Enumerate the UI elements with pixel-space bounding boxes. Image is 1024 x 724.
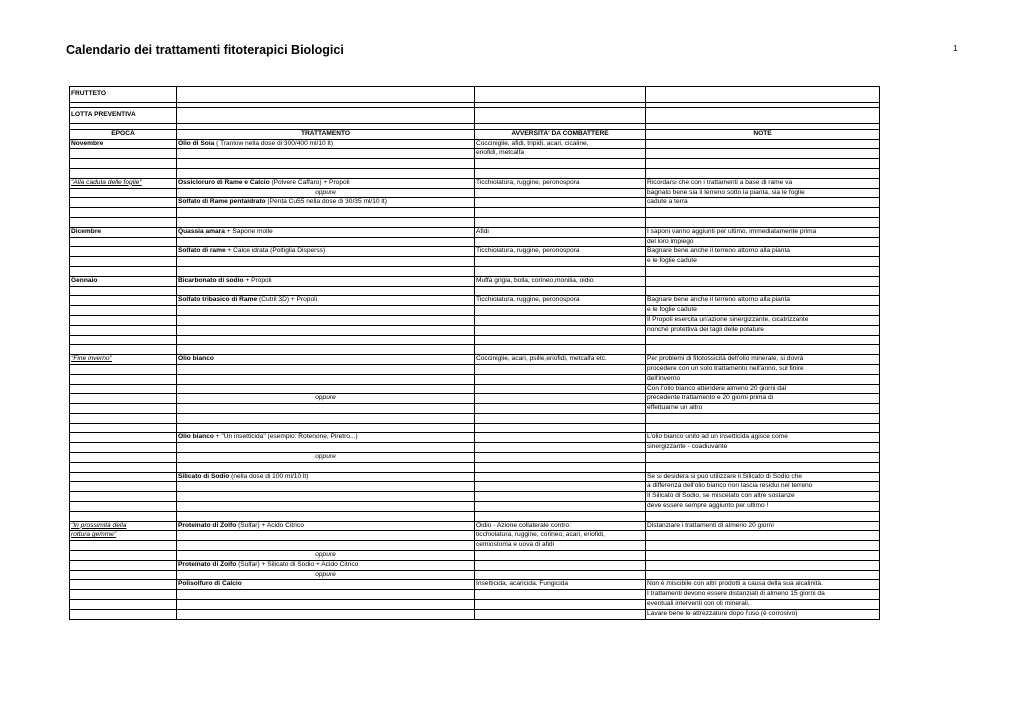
avversita-cell: Muffa grigia, bolla, corineo,monilia, oidio	[475, 276, 646, 286]
treatment-table	[69, 86, 880, 620]
table-row	[70, 178, 880, 188]
note-cell: Bagnare bene anche il terreno attorno alla pianta	[646, 296, 880, 306]
epoca-cell: "Alla caduta delle foglie"	[70, 178, 177, 188]
table-row	[70, 433, 880, 443]
note-cell: Se si desidera si può utilizzare il Silicato di Sodio che	[646, 472, 880, 482]
table-row	[70, 325, 880, 335]
oppure-label: oppure	[177, 453, 475, 463]
avversita-cell: Oidio - Azione collaterale contro:	[475, 521, 646, 531]
trattamento-cell: Bicarbonato di sodio + Propoli	[177, 276, 475, 286]
note-cell: Non è miscibile con altri prodotti a causa della sua alcalinità.	[646, 580, 880, 590]
note-cell: Ricordarsi che con i trattamenti a base di rame va	[646, 178, 880, 188]
trattamento-cell: Solfato di rame + Calce idrata (Poltiglia Disperss)	[177, 247, 475, 257]
note-cell: Distanziare i trattamenti di almeno 20 giorni	[646, 521, 880, 531]
oppure-label: oppure	[177, 551, 475, 561]
note-cell: e le foglie cadute	[646, 306, 880, 316]
note-cell: e le foglie cadute	[646, 257, 880, 267]
table-row	[70, 276, 880, 286]
note-cell: del loro impiego	[646, 237, 880, 247]
table-row	[70, 237, 880, 247]
avversita-cell: Cocciniglie, afidi, tripidi, acari, cicaline,	[475, 139, 646, 149]
note-cell: Bagnare bene anche il terreno attorno alla pianta	[646, 247, 880, 257]
header-note: NOTE	[646, 129, 880, 139]
avversita-cell: Afidi	[475, 227, 646, 237]
note-cell: Per problemi di fitotossicità dell'olio minerale, si dovrà	[646, 355, 880, 365]
table-row	[70, 227, 880, 237]
note-cell: I trattamenti devono essere distanziati di almeno 15 giorni da	[646, 590, 880, 600]
table-row	[70, 364, 880, 374]
oppure-label: oppure	[177, 394, 475, 404]
avversita-cell: ticchiolatura, ruggine, corineo, acari, eriofidi,	[475, 531, 646, 541]
avversita-cell: Cocciniglie, acari, psille,eriofidi, metcalfa etc.	[475, 355, 646, 365]
table-row	[70, 394, 880, 404]
trattamento-cell: Proteinato di Zolfo (Sulfar) + Acido Citrico	[177, 521, 475, 531]
table-row	[70, 453, 880, 463]
header-trattamento: TRATTAMENTO	[177, 129, 475, 139]
table-row	[70, 521, 880, 531]
table-row	[70, 590, 880, 600]
header-epoca: EPOCA	[70, 129, 177, 139]
section-frutteto: FRUTTETO	[70, 87, 177, 103]
table-row	[70, 188, 880, 198]
table-row	[70, 315, 880, 325]
table-row	[70, 374, 880, 384]
note-cell: precedente trattamento e 20 giorni prima di	[646, 394, 880, 404]
note-cell: effettuarne un altro	[646, 404, 880, 414]
trattamento-cell: Ossicloruro di Rame e Calcio (Polvere Caffaro) + Propoli	[177, 178, 475, 188]
avversita-cell: Ticchiolatura, ruggine, peronospora	[475, 247, 646, 257]
note-cell: Il Silicato di Sodio, se miscelato con altre sostanze	[646, 492, 880, 502]
trattamento-cell: Polisolfuro di Calcio	[177, 580, 475, 590]
avversita-cell: Ticchiolatura, ruggine, peronospora	[475, 296, 646, 306]
table-row	[70, 492, 880, 502]
trattamento-cell: Silicato di Sodio (nella dose di 100 ml/10 lt)	[177, 472, 475, 482]
trattamento-cell: Solfato di Rame pentaidrato (Penta Cu55 nella dose di 30/35 ml/10 lt)	[177, 198, 475, 208]
header-avversita: AVVERSITA' DA COMBATTERE	[475, 129, 646, 139]
oppure-label: oppure	[177, 188, 475, 198]
table-row	[70, 149, 880, 159]
table-row	[70, 541, 880, 551]
header-row	[70, 129, 880, 139]
oppure-label: oppure	[177, 570, 475, 580]
table-row	[70, 560, 880, 570]
table-row	[70, 531, 880, 541]
note-cell: procedere con un solo trattamento nell'anno, sul finire	[646, 364, 880, 374]
trattamento-cell: Olio bianco + "Un insetticida" (esempio: Rotenone, Piretro...)	[177, 433, 475, 443]
table-row	[70, 198, 880, 208]
epoca-cell: Novembre	[70, 139, 177, 149]
table-row	[70, 551, 880, 561]
note-cell: nonché protettiva dei tagli delle potature	[646, 325, 880, 335]
avversita-cell: eriofidi, metcalfa	[475, 149, 646, 159]
section-lotta-preventiva: LOTTA PREVENTIVA	[70, 108, 177, 124]
note-cell: bagnato bene sia il terreno sotto la pianta, sia le foglie	[646, 188, 880, 198]
avversita-cell: Insetticida, acaricida. Fungicida	[475, 580, 646, 590]
table-row	[70, 247, 880, 257]
trattamento-cell: Proteinato di Zolfo (Sulfar) + Silicato di Sodio + Acido Citrico	[177, 560, 475, 570]
note-cell: dell'inverno	[646, 374, 880, 384]
epoca-cell: "Fine inverno"	[70, 355, 177, 365]
table-row	[70, 600, 880, 610]
table-row	[70, 502, 880, 512]
section-row	[70, 87, 880, 103]
note-cell: Il Propoli esercita un'azione sinergizzante, cicatrizzante	[646, 315, 880, 325]
trattamento-cell: Olio di Soia ( Tranlow nella dose di 300/400 ml/10 lt)	[177, 139, 475, 149]
avversita-cell: cemiostoma e uova di afidi	[475, 541, 646, 551]
table-row	[70, 570, 880, 580]
table-row	[70, 257, 880, 267]
avversita-cell: Ticchiolatura, ruggine, peronospora	[475, 178, 646, 188]
table-row	[70, 404, 880, 414]
note-cell: eventuali interventi con oli minerali.	[646, 600, 880, 610]
epoca-cell: Dicembre	[70, 227, 177, 237]
trattamento-cell: Quassia amara + Sapone molle	[177, 227, 475, 237]
note-cell: sinergizzante - coadiuvante	[646, 443, 880, 453]
table-row	[70, 443, 880, 453]
epoca-cell: Gennaio	[70, 276, 177, 286]
table-row	[70, 296, 880, 306]
trattamento-cell: Solfato tribasico di Rame (Cutril 3D) + Propoli	[177, 296, 475, 306]
note-cell: Lavare bene le attrezzature dopo l'uso (è corrosivo)	[646, 609, 880, 619]
note-cell: Con l'olio bianco attendere almeno 20 giorni dal	[646, 384, 880, 394]
note-cell: I saponi vanno aggiunti per ultimo, immediatamente prima	[646, 227, 880, 237]
note-cell: a differenza dell'olio bianco non lascia residui nel terreno	[646, 482, 880, 492]
table-row	[70, 609, 880, 619]
note-cell: L'olio bianco unito ad un insetticida agisce come	[646, 433, 880, 443]
trattamento-cell: Olio bianco	[177, 355, 475, 365]
note-cell: deve essere sempre aggiunto per ultimo !	[646, 502, 880, 512]
epoca-cell: "In prossimità della	[70, 521, 177, 531]
epoca-cell: rottura gemme"	[70, 531, 177, 541]
page-number: 1	[953, 44, 958, 53]
page-title: Calendario dei trattamenti fitoterapici Biologici	[66, 43, 344, 57]
section-row	[70, 108, 880, 124]
table-row	[70, 384, 880, 394]
note-cell: cadute a terra	[646, 198, 880, 208]
table-row	[70, 306, 880, 316]
table-row	[70, 580, 880, 590]
table-row	[70, 472, 880, 482]
table-row	[70, 355, 880, 365]
table-row	[70, 482, 880, 492]
table-row	[70, 139, 880, 149]
